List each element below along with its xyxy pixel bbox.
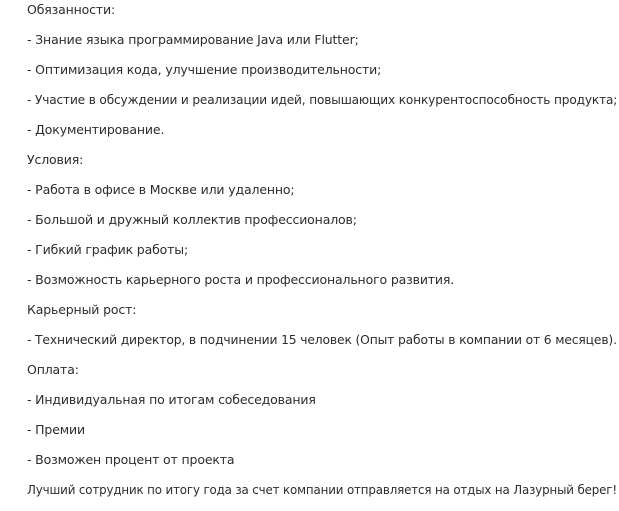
section-heading-payment: Оплата: [27, 362, 79, 377]
condition-item-schedule: - Гибкий график работы; [27, 242, 189, 257]
career-item-cto: - Технический директор, в подчинении 15 человек (Опыт работы в компании от 6 месяцев). [27, 332, 617, 347]
condition-item-office: - Работа в офисе в Москве или удаленно; [27, 182, 295, 197]
duty-item-optimization: - Оптимизация кода, улучшение производительности; [27, 62, 382, 77]
duty-item-language: - Знание языка программирование Java или Flutter; [27, 32, 359, 47]
closing-note: Лучший сотрудник по итогу года за счет компании отправляется на отдых на Лазурный берег! [27, 482, 617, 497]
payment-item-project-percent: - Возможен процент от проекта [27, 452, 235, 467]
payment-item-bonuses: - Премии [27, 422, 85, 437]
duty-item-ideas: - Участие в обсуждении и реализации идей, повышающих конкурентоспособность продукта; [27, 92, 618, 107]
duty-item-documentation: - Документирование. [27, 122, 165, 137]
condition-item-growth: - Возможность карьерного роста и профессионального развития. [27, 272, 455, 287]
section-heading-duties: Обязанности: [27, 2, 116, 17]
section-heading-career: Карьерный рост: [27, 302, 137, 317]
payment-item-individual: - Индивидуальная по итогам собеседования [27, 392, 316, 407]
section-heading-conditions: Условия: [27, 152, 84, 167]
condition-item-team: - Большой и дружный коллектив профессионалов; [27, 212, 357, 227]
